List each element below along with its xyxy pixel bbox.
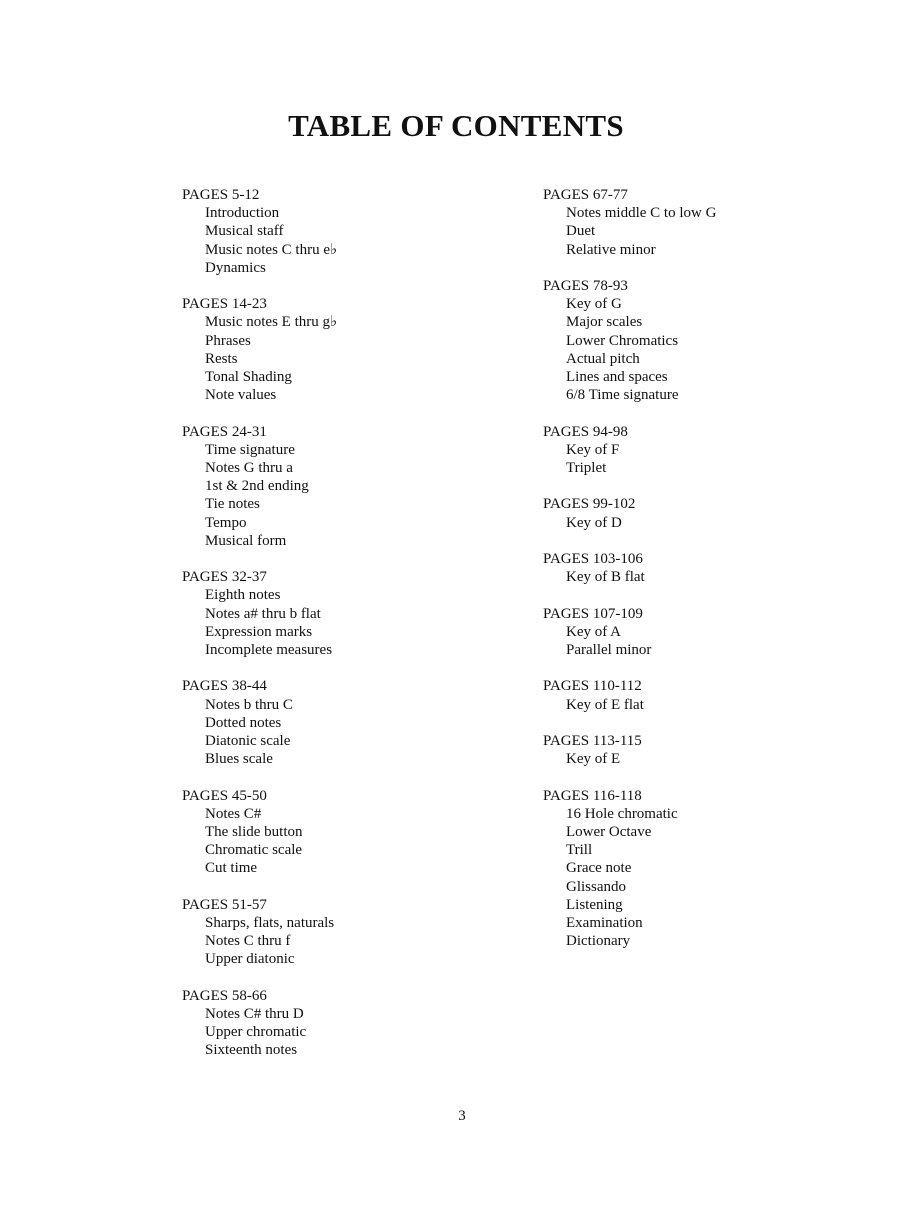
toc-entry: Parallel minor [566, 642, 652, 658]
toc-entry: Relative minor [566, 241, 656, 258]
section-heading: PAGES 38-44 [182, 678, 267, 695]
toc-left-column [182, 186, 512, 1078]
toc-section [543, 550, 873, 586]
toc-entry: Notes G thru a [205, 460, 293, 477]
toc-section [543, 423, 873, 478]
toc-section [182, 568, 512, 659]
toc-section [543, 186, 873, 259]
toc-entry: Notes a# thru b flat [205, 605, 321, 622]
toc-section [182, 787, 512, 878]
toc-section [182, 896, 512, 969]
toc-entry: Note values [205, 387, 277, 404]
toc-entry: Duet [566, 223, 596, 240]
toc-entry: Key of E [566, 751, 621, 768]
section-heading: PAGES 116-118 [543, 787, 642, 804]
toc-section [182, 186, 512, 277]
toc-section [543, 605, 873, 660]
section-heading: PAGES 14-23 [182, 296, 267, 313]
toc-section [182, 295, 512, 404]
toc-section [543, 277, 873, 404]
section-heading: PAGES 32-37 [182, 569, 267, 586]
section-heading: PAGES 45-50 [182, 787, 267, 804]
toc-section [543, 495, 873, 531]
toc-entry: Musical staff [205, 223, 284, 240]
section-heading: PAGES 99-102 [543, 496, 636, 513]
section-heading: PAGES 113-115 [543, 732, 642, 749]
toc-entry: Upper diatonic [205, 951, 295, 968]
toc-entry: Glissando [566, 878, 626, 895]
toc-entry: Notes C# thru D [205, 1006, 304, 1023]
toc-entry: Sharps, flats, naturals [205, 915, 335, 932]
toc-entry: Notes C# [205, 805, 262, 822]
toc-entry: Lower Octave [566, 823, 652, 840]
page-title: TABLE OF CONTENTS [288, 108, 624, 143]
toc-entry: Diatonic scale [205, 733, 291, 750]
toc-entry: Phrases [205, 332, 251, 349]
toc-entry: Dotted notes [205, 714, 282, 731]
toc-entry: Musical form [205, 532, 287, 549]
toc-entry: Music notes C thru e♭ [205, 241, 338, 258]
toc-entry: Actual pitch [566, 350, 640, 367]
toc-entry: Trill [566, 842, 593, 859]
section-heading: PAGES 67-77 [543, 187, 628, 203]
toc-entry: Music notes E thru g♭ [205, 314, 338, 331]
section-heading: PAGES 107-109 [543, 605, 643, 622]
toc-entry: Key of A [566, 623, 621, 640]
toc-right-column [543, 186, 873, 969]
section-heading: PAGES 24-31 [182, 423, 267, 440]
toc-section [182, 677, 512, 768]
section-heading: PAGES 78-93 [543, 278, 628, 294]
toc-entry: Cut time [205, 860, 258, 877]
section-heading: PAGES 5-12 [182, 187, 260, 203]
toc-entry: Tonal Shading [205, 369, 292, 386]
toc-entry: Listening [566, 896, 623, 913]
toc-entry: Tempo [205, 514, 247, 531]
toc-entry: Dictionary [566, 933, 631, 950]
toc-entry: Upper chromatic [205, 1024, 307, 1041]
toc-entry: The slide button [205, 824, 303, 841]
toc-entry: Lower Chromatics [566, 332, 679, 349]
section-heading: PAGES 110-112 [543, 678, 642, 695]
toc-entry: Rests [205, 350, 238, 367]
toc-entry: Triplet [566, 460, 607, 477]
toc-entry: Notes C thru f [205, 933, 291, 950]
toc-entry: Blues scale [205, 751, 273, 768]
toc-entry: Time signature [205, 441, 295, 458]
toc-entry: Major scales [566, 314, 643, 331]
toc-entry: Incomplete measures [205, 642, 333, 659]
toc-entry: Tie notes [205, 496, 260, 513]
toc-entry: 1st & 2nd ending [205, 478, 309, 495]
toc-entry: Eighth notes [205, 587, 281, 604]
section-heading: PAGES 103-106 [543, 551, 643, 567]
toc-entry: Sixteenth notes [205, 1042, 298, 1059]
toc-entry: Key of F [566, 441, 620, 458]
toc-entry: 6/8 Time signature [566, 387, 679, 404]
page-number: 3 [458, 1108, 466, 1124]
section-heading: PAGES 51-57 [182, 896, 267, 913]
toc-entry: 16 Hole chromatic [566, 805, 678, 822]
toc-entry: Grace note [566, 860, 632, 877]
toc-section [543, 732, 873, 768]
toc-entry: Expression marks [205, 623, 313, 640]
toc-entry: Notes middle C to low G [566, 205, 717, 222]
toc-entry: Lines and spaces [566, 369, 668, 386]
toc-entry: Chromatic scale [205, 842, 303, 859]
toc-entry: Dynamics [205, 259, 266, 276]
section-heading: PAGES 58-66 [182, 987, 267, 1004]
toc-section [543, 787, 873, 951]
toc-entry: Key of D [566, 514, 622, 531]
toc-section [543, 677, 873, 713]
toc-entry: Key of B flat [566, 569, 645, 586]
toc-entry: Examination [566, 915, 643, 931]
toc-entry: Notes b thru C [205, 696, 293, 713]
toc-entry: Introduction [205, 205, 280, 222]
toc-entry: Key of G [566, 296, 622, 313]
section-heading: PAGES 94-98 [543, 423, 628, 440]
toc-section [182, 987, 512, 1060]
toc-entry: Key of E flat [566, 696, 644, 713]
toc-section [182, 423, 512, 550]
